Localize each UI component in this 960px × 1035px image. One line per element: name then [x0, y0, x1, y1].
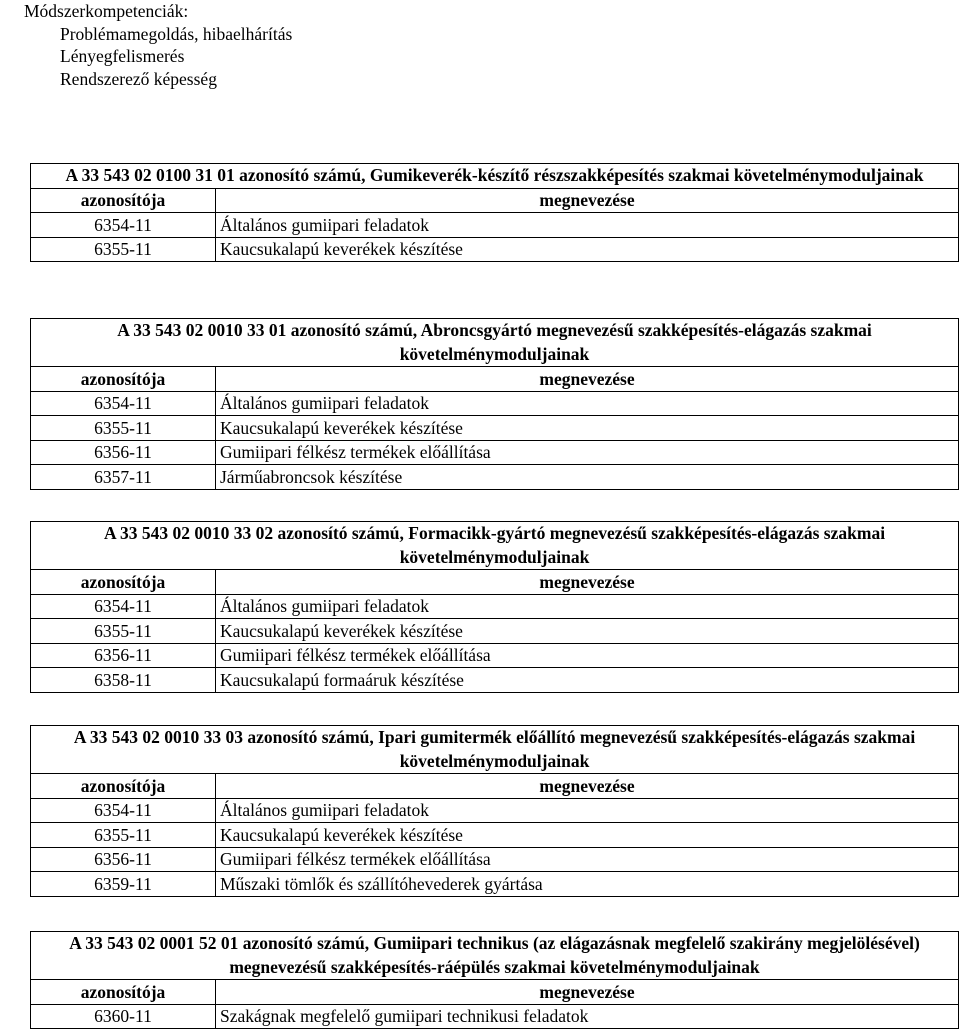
module-name: Gumiipari félkész termékek előállítása	[216, 643, 959, 668]
module-name: Kaucsukalapú keverékek készítése	[216, 619, 959, 644]
table-row	[31, 213, 959, 238]
module-id: 6354-11	[31, 798, 216, 823]
module-table-1	[30, 163, 959, 262]
table-row	[31, 237, 959, 262]
module-id: 6355-11	[31, 823, 216, 848]
column-header-id: azonosítója	[31, 570, 216, 595]
table-row	[31, 823, 959, 848]
competency-item: Problémamegoldás, hibaelhárítás	[60, 23, 293, 44]
table-row	[31, 872, 959, 897]
table-row	[31, 594, 959, 619]
module-table-2	[30, 318, 959, 490]
module-id: 6360-11	[31, 1004, 216, 1029]
module-id: 6355-11	[31, 416, 216, 441]
table-row	[31, 440, 959, 465]
module-name: Kaucsukalapú keverékek készítése	[216, 237, 959, 262]
module-id: 6359-11	[31, 872, 216, 897]
column-header-id: azonosítója	[31, 188, 216, 213]
module-name: Általános gumiipari feladatok	[216, 594, 959, 619]
module-id: 6358-11	[31, 668, 216, 693]
table-row	[31, 465, 959, 490]
module-id: 6355-11	[31, 237, 216, 262]
module-name: Általános gumiipari feladatok	[216, 391, 959, 416]
method-competencies	[24, 0, 292, 90]
module-name: Szakágnak megfelelő gumiipari technikusi feladatok	[216, 1004, 959, 1029]
module-name: Gumiipari félkész termékek előállítása	[216, 440, 959, 465]
table-row	[31, 798, 959, 823]
module-id: 6356-11	[31, 643, 216, 668]
module-name: Járműabroncsok készítése	[216, 465, 959, 490]
table-row	[31, 643, 959, 668]
module-table-5	[30, 931, 959, 1029]
module-id: 6355-11	[31, 619, 216, 644]
table-row	[31, 391, 959, 416]
module-table-3	[30, 521, 959, 693]
table-title: A 33 543 02 0010 33 01 azonosító számú, Abroncsgyártó megnevezésű szakképesítés-elágazás szakmai követelménymoduljainak	[31, 319, 959, 367]
column-header-id: azonosítója	[31, 774, 216, 799]
table-row	[31, 668, 959, 693]
module-name: Kaucsukalapú formaáruk készítése	[216, 668, 959, 693]
column-header-name: megnevezése	[216, 774, 959, 799]
module-name: Gumiipari félkész termékek előállítása	[216, 847, 959, 872]
competency-item: Lényegfelismerés	[60, 46, 185, 66]
table-title: A 33 543 02 0010 33 03 azonosító számú, Ipari gumitermék előállító megnevezésű szakképesítés-elágazás szakmai követelménymoduljainak	[31, 726, 959, 774]
column-header-id: azonosítója	[31, 367, 216, 392]
table-row	[31, 619, 959, 644]
column-header-name: megnevezése	[216, 367, 959, 392]
table-title: A 33 543 02 0100 31 01 azonosító számú, Gumikeverék-készítő részszakképesítés szakmai követelménymoduljainak	[31, 164, 959, 189]
module-name: Általános gumiipari feladatok	[216, 213, 959, 238]
table-title: A 33 543 02 0001 52 01 azonosító számú, Gumiipari technikus (az elágazásnak megfelelő szakirány megjelölésével) megnevezésű szakképesítés-ráépülés szakmai követelménymoduljainak	[31, 932, 959, 980]
module-name: Általános gumiipari feladatok	[216, 798, 959, 823]
column-header-name: megnevezése	[216, 188, 959, 213]
table-row	[31, 847, 959, 872]
table-row	[31, 1004, 959, 1029]
module-id: 6357-11	[31, 465, 216, 490]
module-id: 6356-11	[31, 847, 216, 872]
module-name: Műszaki tömlők és szállítóhevederek gyártása	[216, 872, 959, 897]
module-table-4	[30, 725, 959, 897]
module-name: Kaucsukalapú keverékek készítése	[216, 416, 959, 441]
module-id: 6354-11	[31, 213, 216, 238]
competencies-heading: Módszerkompetenciák:	[24, 1, 189, 21]
module-id: 6356-11	[31, 440, 216, 465]
module-id: 6354-11	[31, 391, 216, 416]
column-header-name: megnevezése	[216, 570, 959, 595]
column-header-id: azonosítója	[31, 980, 216, 1005]
table-title: A 33 543 02 0010 33 02 azonosító számú, Formacikk-gyártó megnevezésű szakképesítés-elágazás szakmai követelménymoduljainak	[31, 522, 959, 570]
module-name: Kaucsukalapú keverékek készítése	[216, 823, 959, 848]
column-header-name: megnevezése	[216, 980, 959, 1005]
competency-item: Rendszerező képesség	[60, 68, 217, 89]
table-row	[31, 416, 959, 441]
module-id: 6354-11	[31, 594, 216, 619]
